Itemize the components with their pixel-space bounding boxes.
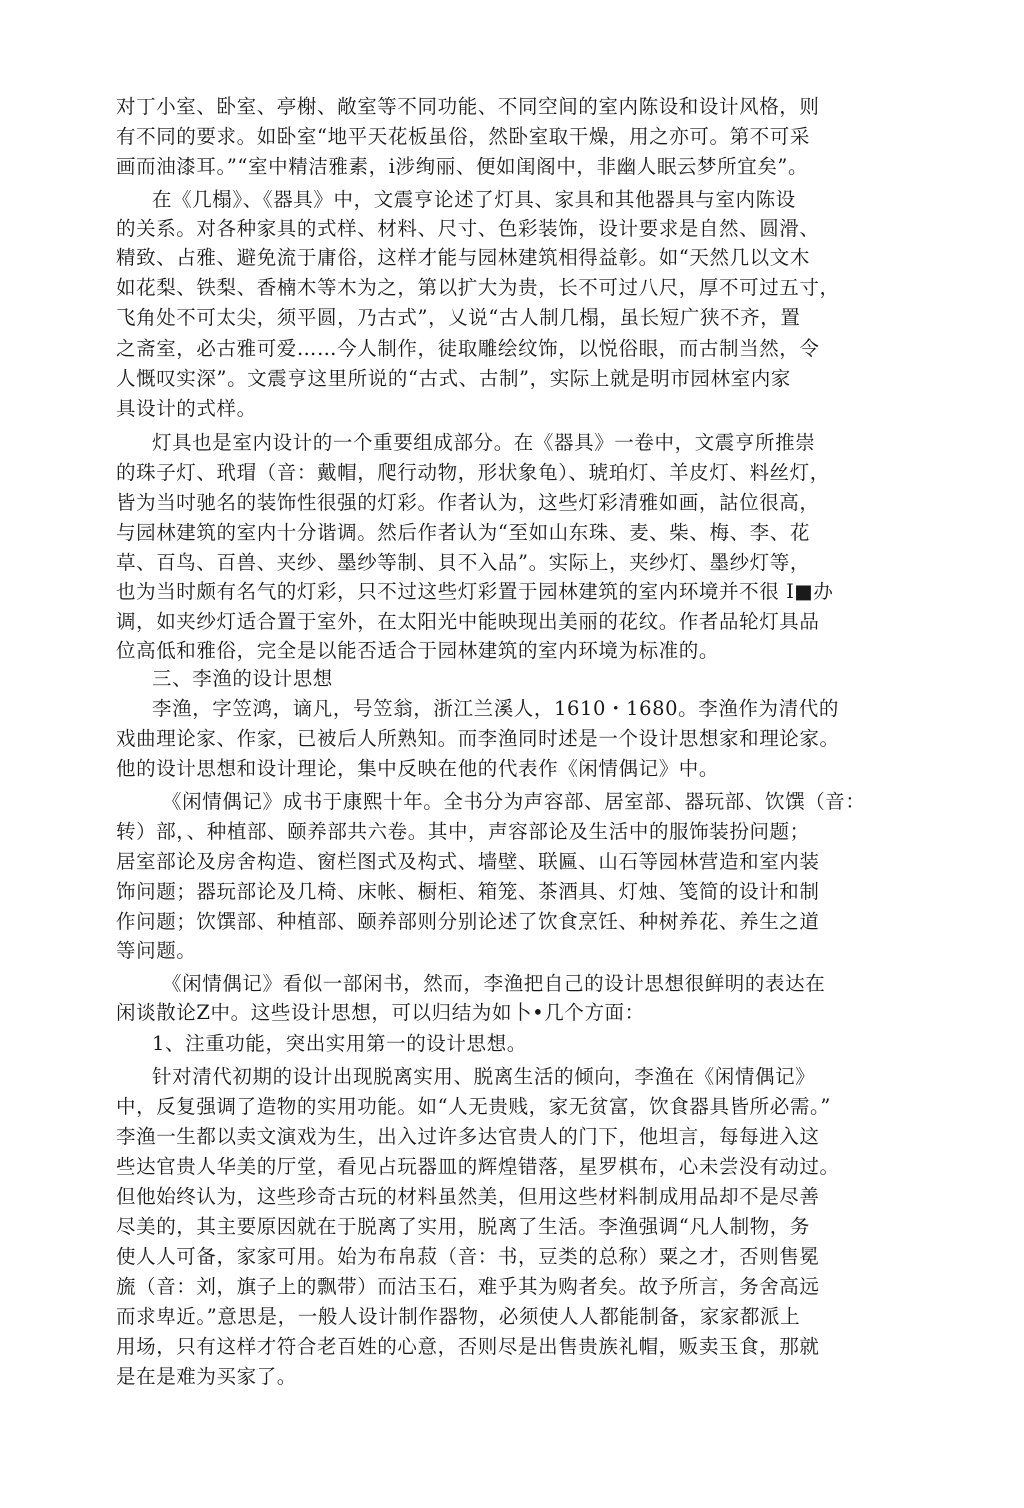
- text-line: 使人人可备，家家可用。始为布帛菽（音：书，豆类的总称）粟之才，否则售冕: [116, 1245, 820, 1268]
- text-line: 如花梨、铁梨、香楠木等木为之，第以扩大为贵，长不可过八尺，厚不可过五寸，: [116, 276, 840, 299]
- text-line: 精致、占雅、避免流于庸俗，这样才能与园林建筑相得益彰。如“天然几以文木: [116, 246, 810, 269]
- text-line: 饰问题；器玩部论及几椅、床帐、橱柜、箱笼、茶酒具、灯烛、笺简的设计和制: [116, 880, 820, 903]
- section-heading: 1、注重功能，突出实用第一的设计思想。: [152, 1032, 527, 1055]
- text-line: 转）部，、种植部、颐养部共六卷。其中，声容部论及生活中的服饰装扮问题；: [116, 820, 810, 843]
- text-line: 中，反复强调了造物的实用功能。如“人无贵贱，家无贫富，饮食器具皆所必需。”: [116, 1095, 831, 1118]
- text-line: 调，如夹纱灯适合置于室外，在太阳光中能映现出美丽的花纹。作者品轮灯具品: [116, 610, 820, 633]
- text-line: 人慨叹实深”。文震亨这里所说的“古式、古制”，实际上就是明市园林室内家: [116, 367, 791, 390]
- text-line: 尽美的，其主要原因就在于脱离了实用，脱离了生活。李渔强调“凡人制物，务: [116, 1215, 810, 1238]
- text-line: 也为当时颇有名气的灯彩，只不过这些灯彩置于园林建筑的室内环境并不很 I■办: [116, 580, 834, 603]
- text-line: 灯具也是室内设计的一个重要组成部分。在《器具》一卷中，文震亨所推崇: [152, 431, 816, 454]
- text-line: 等问题。: [116, 939, 197, 962]
- text-line: 的关系。对各种家具的式样、材料、尺寸、色彩装饰，设计要求是自然、圆滑、: [116, 217, 820, 240]
- text-line: 李渔一生都以卖文演戏为生，出入过许多达官贵人的门下，他坦言，每每进入这: [116, 1125, 820, 1148]
- text-line: 在《几榻》、《器具》中，文震亨论述了灯具、家具和其他器具与室内陈设: [152, 188, 796, 211]
- text-line: 对丁小室、卧室、亭榭、敞室等不同功能、不同空间的室内陈设和设计风格，则: [116, 95, 820, 118]
- text-line: 用场，只有这样才符合老百姓的心意，否则尽是出售贵族礼帽，贩卖玉食，那就: [116, 1335, 820, 1358]
- text-line: 些达官贵人华美的厅堂，看见占玩器皿的辉煌错落，星罗棋布，心未尝没有动过。: [116, 1155, 840, 1178]
- text-line: 的珠子灯、玳瑁（音：戴帽，爬行动物，形状象龟）、琥珀灯、羊皮灯、料丝灯，: [116, 461, 830, 484]
- text-line: 作问题；饮馔部、种植部、颐养部则分别论述了饮食烹饪、种树养花、养生之道: [116, 910, 820, 933]
- text-line: 李渔，字笠鸿，谪凡，号笠翁，浙江兰溪人，1610・1680。李渔作为清代的: [152, 697, 839, 720]
- text-line: 是在是难为买家了。: [116, 1365, 297, 1388]
- text-line: 居室部论及房舍构造、窗栏图式及构式、墙壁、联匾、山石等园林营造和室内装: [116, 850, 820, 873]
- text-line: 位高低和雅俗，完全是以能否适合于园林建筑的室内环境为标准的。: [116, 639, 720, 662]
- text-line: 但他始终认为，这些珍奇古玩的材料虽然美，但用这些材料制成用品却不是尽善: [116, 1185, 820, 1208]
- text-line: 《闲情偶记》看似一部闲书，然而，李渔把自己的设计思想很鲜明的表达在: [162, 972, 826, 995]
- text-line: 旒（音：刘，旗子上的飘带）而沽玉石，难乎其为购者矣。故予所言，务舍高远: [116, 1275, 820, 1298]
- text-line: 皆为当吋驰名的装饰性很强的灯彩。作者认为，这些灯彩清雅如画，詁位很高，: [116, 491, 820, 514]
- text-line: 针对清代初期的设计出现脱离实用、脱离生活的倾向，李渔在《闲情偶记》: [152, 1065, 816, 1088]
- text-line: 而求卑近。”意思是，一般人设计制作器物，必须使人人都能制备，家家都派上: [116, 1305, 801, 1328]
- text-line: 具设计的式样。: [116, 397, 257, 420]
- text-line: 戏曲理论家、作家，已被后人所熟知。而李渔同时述是一个设计思想家和理论家。: [116, 727, 840, 750]
- text-line: 与园林建筑的室内十分谐调。然后作者认为“至如山东珠、麦、柴、梅、李、花: [116, 521, 810, 544]
- text-line: 飞角处不可太尖，须平圆，乃古式”，乂说“古人制几榻，虽长短广狭不齐，置: [116, 306, 801, 329]
- text-line: 之斋室，必古雅可爱……今人制作，徒取雕绘纹饰，以悦俗眼，而古制当然，令: [116, 337, 820, 360]
- text-line: 《闲情偶记》成书于康熙十年。全书分为声容部、居室部、器玩部、饮馔（音：: [162, 790, 866, 813]
- text-line: 有不同的要求。如卧室“地平天花板虽俗，然卧室取干燥，用之亦可。第不可采: [116, 125, 810, 148]
- text-line: 草、百鸟、百兽、夹纱、墨纱等制、貝不入品”。实际上，夹纱灯、墨纱灯等，: [116, 551, 810, 574]
- section-heading: 三、李渔的设计思想: [152, 667, 333, 690]
- text-line: 他的设计思想和设计理论，集中反映在他的代表作《闲情偶记》中。: [116, 757, 720, 780]
- text-line: 画而油漆耳。”“室中精洁雅素，i涉绚丽、便如闺阁中，非幽人眠云梦所宜矣”。: [116, 155, 809, 178]
- text-line: 闲谈散论Z中。这些设计思想，可以归结为如卜•几个方面：: [116, 1001, 645, 1024]
